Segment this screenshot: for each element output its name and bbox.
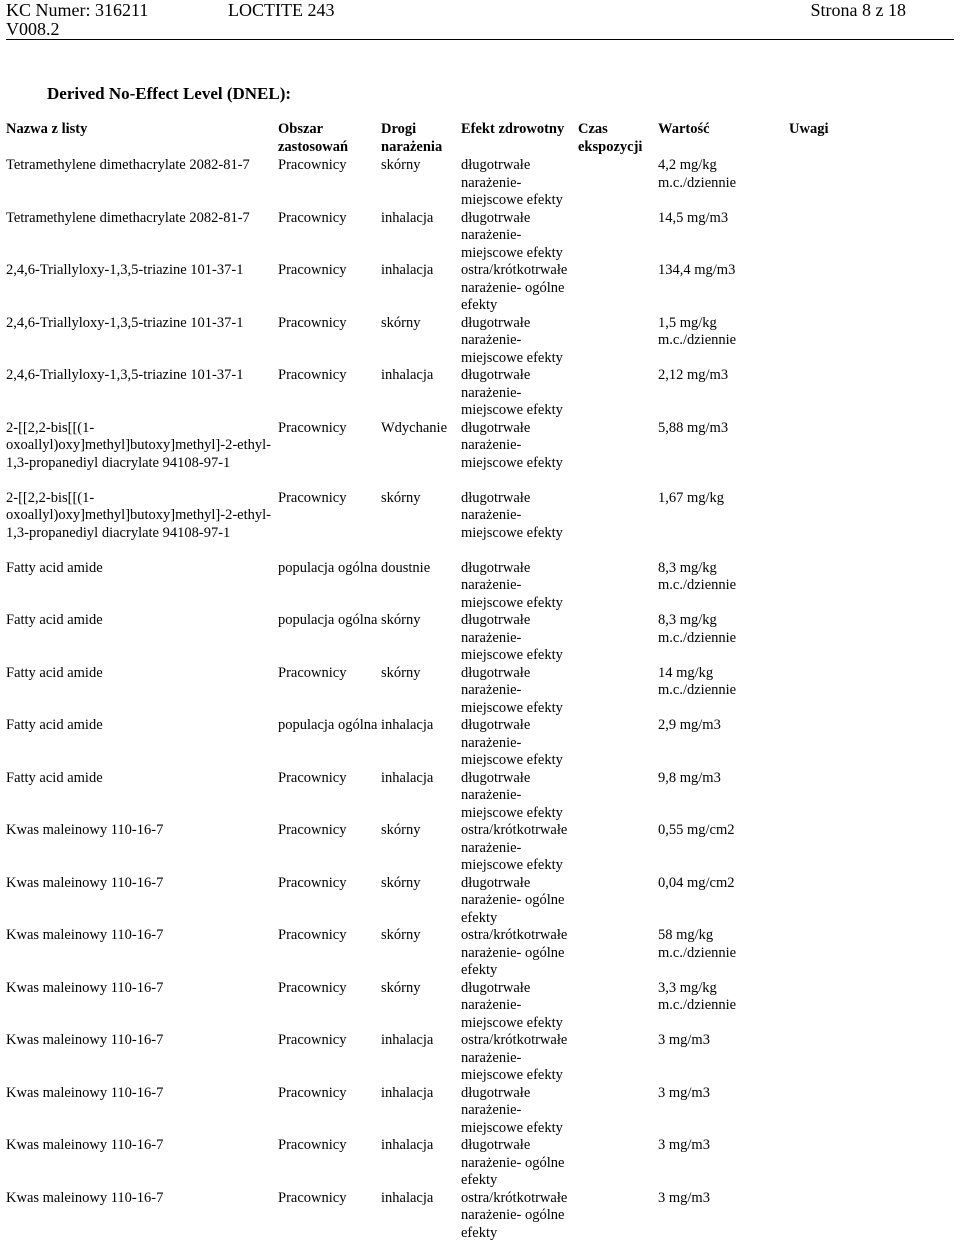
col-header-name: Nazwa z listy xyxy=(4,121,276,157)
cell-effect: długotrwałe narażenie- miejscowe efekty xyxy=(459,770,576,823)
cell-notes xyxy=(787,927,850,980)
cell-area: Pracownicy xyxy=(276,210,379,263)
cell-area: populacja ogólna xyxy=(276,717,379,770)
cell-effect: długotrwałe narażenie- miejscowe efekty xyxy=(459,612,576,665)
cell-name: 2,4,6-Triallyloxy-1,3,5-triazine 101-37-1 xyxy=(4,315,276,368)
cell-time xyxy=(576,262,656,315)
cell-name: Kwas maleinowy 110-16-7 xyxy=(4,875,276,928)
cell-route: skórny xyxy=(379,875,459,928)
table-row xyxy=(4,1032,850,1085)
cell-name: Kwas maleinowy 110-16-7 xyxy=(4,980,276,1033)
table-row xyxy=(4,612,850,665)
cell-time xyxy=(576,490,656,560)
cell-name: Fatty acid amide xyxy=(4,560,276,613)
product-name: LOCTITE 243 xyxy=(228,0,334,21)
cell-time xyxy=(576,367,656,420)
cell-area: populacja ogólna xyxy=(276,560,379,613)
cell-route: skórny xyxy=(379,822,459,875)
cell-effect: długotrwałe narażenie- miejscowe efekty xyxy=(459,490,576,560)
cell-notes xyxy=(787,210,850,263)
cell-route: inhalacja xyxy=(379,1032,459,1085)
table-row xyxy=(4,262,850,315)
cell-value: 14,5 mg/m3 xyxy=(656,210,787,263)
dnel-table xyxy=(4,121,850,1242)
cell-time xyxy=(576,1085,656,1138)
cell-route: inhalacja xyxy=(379,210,459,263)
cell-route: inhalacja xyxy=(379,1190,459,1242)
cell-time xyxy=(576,875,656,928)
cell-notes xyxy=(787,560,850,613)
cell-value: 4,2 mg/kg m.c./dziennie xyxy=(656,157,787,210)
cell-time xyxy=(576,560,656,613)
cell-name: Fatty acid amide xyxy=(4,770,276,823)
cell-notes xyxy=(787,157,850,210)
cell-value: 2,12 mg/m3 xyxy=(656,367,787,420)
table-row xyxy=(4,1190,850,1242)
cell-effect: ostra/krótkotrwałe narażenie- miejscowe efekty xyxy=(459,1032,576,1085)
page-header xyxy=(6,0,954,40)
cell-notes xyxy=(787,1137,850,1190)
cell-value: 58 mg/kg m.c./dziennie xyxy=(656,927,787,980)
cell-name: Kwas maleinowy 110-16-7 xyxy=(4,1190,276,1242)
cell-notes xyxy=(787,980,850,1033)
cell-effect: długotrwałe narażenie- ogólne efekty xyxy=(459,1137,576,1190)
cell-time xyxy=(576,210,656,263)
cell-effect: długotrwałe narażenie- ogólne efekty xyxy=(459,875,576,928)
cell-value: 0,04 mg/cm2 xyxy=(656,875,787,928)
cell-notes xyxy=(787,1032,850,1085)
page-number: Strona 8 z 18 xyxy=(811,0,906,21)
cell-name: Tetramethylene dimethacrylate 2082-81-7 xyxy=(4,210,276,263)
header-rule xyxy=(6,39,954,40)
cell-area: Pracownicy xyxy=(276,875,379,928)
cell-time xyxy=(576,717,656,770)
cell-area: Pracownicy xyxy=(276,1190,379,1242)
cell-area: Pracownicy xyxy=(276,980,379,1033)
cell-time xyxy=(576,665,656,718)
cell-time xyxy=(576,1190,656,1242)
cell-name: Kwas maleinowy 110-16-7 xyxy=(4,927,276,980)
cell-notes xyxy=(787,490,850,560)
cell-area: Pracownicy xyxy=(276,490,379,560)
cell-time xyxy=(576,157,656,210)
cell-area: Pracownicy xyxy=(276,315,379,368)
cell-effect: długotrwałe narażenie- miejscowe efekty xyxy=(459,210,576,263)
cell-name: Kwas maleinowy 110-16-7 xyxy=(4,1032,276,1085)
cell-name: Kwas maleinowy 110-16-7 xyxy=(4,1137,276,1190)
cell-area: Pracownicy xyxy=(276,1137,379,1190)
cell-route: doustnie xyxy=(379,560,459,613)
cell-name: Fatty acid amide xyxy=(4,717,276,770)
cell-notes xyxy=(787,717,850,770)
cell-area: Pracownicy xyxy=(276,420,379,490)
cell-time xyxy=(576,612,656,665)
col-header-value: Wartość xyxy=(656,121,787,157)
cell-name: Tetramethylene dimethacrylate 2082-81-7 xyxy=(4,157,276,210)
cell-area: Pracownicy xyxy=(276,822,379,875)
cell-route: skórny xyxy=(379,490,459,560)
cell-name: Kwas maleinowy 110-16-7 xyxy=(4,822,276,875)
cell-name: Kwas maleinowy 110-16-7 xyxy=(4,1085,276,1138)
cell-effect: ostra/krótkotrwałe narażenie- miejscowe efekty xyxy=(459,822,576,875)
cell-name: 2-[[2,2-bis[[(1-oxoallyl)oxy]methyl]butoxy]methyl]-2-ethyl-1,3-propanediyl diacrylate 94108-97-1 xyxy=(4,490,276,560)
cell-name: 2,4,6-Triallyloxy-1,3,5-triazine 101-37-1 xyxy=(4,262,276,315)
table-row xyxy=(4,822,850,875)
cell-effect: długotrwałe narażenie- miejscowe efekty xyxy=(459,420,576,490)
table-row xyxy=(4,315,850,368)
cell-route: inhalacja xyxy=(379,1137,459,1190)
cell-notes xyxy=(787,1190,850,1242)
col-header-area: Obszar zastosowań xyxy=(276,121,379,157)
cell-value: 8,3 mg/kg m.c./dziennie xyxy=(656,612,787,665)
cell-value: 3,3 mg/kg m.c./dziennie xyxy=(656,980,787,1033)
table-row xyxy=(4,980,850,1033)
col-header-effect: Efekt zdrowotny xyxy=(459,121,576,157)
cell-time xyxy=(576,315,656,368)
cell-effect: ostra/krótkotrwałe narażenie- ogólne efekty xyxy=(459,927,576,980)
cell-effect: długotrwałe narażenie- miejscowe efekty xyxy=(459,1085,576,1138)
cell-notes xyxy=(787,262,850,315)
cell-area: populacja ogólna xyxy=(276,612,379,665)
cell-notes xyxy=(787,315,850,368)
cell-effect: ostra/krótkotrwałe narażenie- ogólne efekty xyxy=(459,262,576,315)
table-row xyxy=(4,210,850,263)
cell-route: Wdychanie xyxy=(379,420,459,490)
cell-value: 3 mg/m3 xyxy=(656,1137,787,1190)
cell-effect: długotrwałe narażenie- miejscowe efekty xyxy=(459,665,576,718)
table-row xyxy=(4,420,850,490)
cell-area: Pracownicy xyxy=(276,1032,379,1085)
table-row xyxy=(4,490,850,560)
cell-time xyxy=(576,980,656,1033)
cell-time xyxy=(576,927,656,980)
table-row xyxy=(4,875,850,928)
cell-notes xyxy=(787,770,850,823)
cell-time xyxy=(576,420,656,490)
table-row xyxy=(4,665,850,718)
cell-area: Pracownicy xyxy=(276,770,379,823)
cell-area: Pracownicy xyxy=(276,262,379,315)
cell-value: 3 mg/m3 xyxy=(656,1190,787,1242)
col-header-time: Czas ekspozycji xyxy=(576,121,656,157)
cell-effect: długotrwałe narażenie- miejscowe efekty xyxy=(459,315,576,368)
cell-area: Pracownicy xyxy=(276,1085,379,1138)
col-header-route: Drogi narażenia xyxy=(379,121,459,157)
cell-value: 3 mg/m3 xyxy=(656,1085,787,1138)
table-row xyxy=(4,1137,850,1190)
cell-value: 134,4 mg/m3 xyxy=(656,262,787,315)
cell-route: inhalacja xyxy=(379,717,459,770)
table-row xyxy=(4,157,850,210)
cell-route: inhalacja xyxy=(379,770,459,823)
cell-effect: długotrwałe narażenie- miejscowe efekty xyxy=(459,560,576,613)
cell-value: 3 mg/m3 xyxy=(656,1032,787,1085)
table-row xyxy=(4,1085,850,1138)
cell-route: inhalacja xyxy=(379,262,459,315)
cell-notes xyxy=(787,822,850,875)
cell-route: skórny xyxy=(379,315,459,368)
cell-time xyxy=(576,770,656,823)
cell-value: 0,55 mg/cm2 xyxy=(656,822,787,875)
cell-effect: długotrwałe narażenie- miejscowe efekty xyxy=(459,980,576,1033)
cell-value: 1,5 mg/kg m.c./dziennie xyxy=(656,315,787,368)
cell-time xyxy=(576,1032,656,1085)
cell-route: skórny xyxy=(379,980,459,1033)
cell-area: Pracownicy xyxy=(276,157,379,210)
cell-route: inhalacja xyxy=(379,1085,459,1138)
cell-notes xyxy=(787,367,850,420)
cell-effect: długotrwałe narażenie- miejscowe efekty xyxy=(459,367,576,420)
cell-value: 1,67 mg/kg xyxy=(656,490,787,560)
cell-route: skórny xyxy=(379,157,459,210)
cell-time xyxy=(576,822,656,875)
col-header-notes: Uwagi xyxy=(787,121,850,157)
cell-notes xyxy=(787,1085,850,1138)
table-row xyxy=(4,770,850,823)
cell-notes xyxy=(787,612,850,665)
cell-time xyxy=(576,1137,656,1190)
cell-area: Pracownicy xyxy=(276,367,379,420)
table-row xyxy=(4,560,850,613)
table-row xyxy=(4,367,850,420)
cell-area: Pracownicy xyxy=(276,927,379,980)
table-row xyxy=(4,717,850,770)
cell-route: inhalacja xyxy=(379,367,459,420)
section-title: Derived No-Effect Level (DNEL): xyxy=(47,84,291,104)
cell-value: 9,8 mg/m3 xyxy=(656,770,787,823)
cell-effect: ostra/krótkotrwałe narażenie- ogólne efekty xyxy=(459,1190,576,1242)
cell-area: Pracownicy xyxy=(276,665,379,718)
cell-value: 8,3 mg/kg m.c./dziennie xyxy=(656,560,787,613)
cell-effect: długotrwałe narażenie- miejscowe efekty xyxy=(459,717,576,770)
cell-name: Fatty acid amide xyxy=(4,612,276,665)
kc-number: KC Numer: 316211 xyxy=(6,0,148,21)
cell-notes xyxy=(787,420,850,490)
cell-name: 2-[[2,2-bis[[(1-oxoallyl)oxy]methyl]butoxy]methyl]-2-ethyl-1,3-propanediyl diacrylate 94108-97-1 xyxy=(4,420,276,490)
table-header-row xyxy=(4,121,850,157)
cell-name: 2,4,6-Triallyloxy-1,3,5-triazine 101-37-1 xyxy=(4,367,276,420)
table-row xyxy=(4,927,850,980)
version: V008.2 xyxy=(6,19,60,40)
cell-route: skórny xyxy=(379,665,459,718)
cell-value: 2,9 mg/m3 xyxy=(656,717,787,770)
cell-route: skórny xyxy=(379,612,459,665)
cell-effect: długotrwałe narażenie- miejscowe efekty xyxy=(459,157,576,210)
cell-value: 14 mg/kg m.c./dziennie xyxy=(656,665,787,718)
cell-value: 5,88 mg/m3 xyxy=(656,420,787,490)
cell-name: Fatty acid amide xyxy=(4,665,276,718)
cell-route: skórny xyxy=(379,927,459,980)
cell-notes xyxy=(787,665,850,718)
cell-notes xyxy=(787,875,850,928)
